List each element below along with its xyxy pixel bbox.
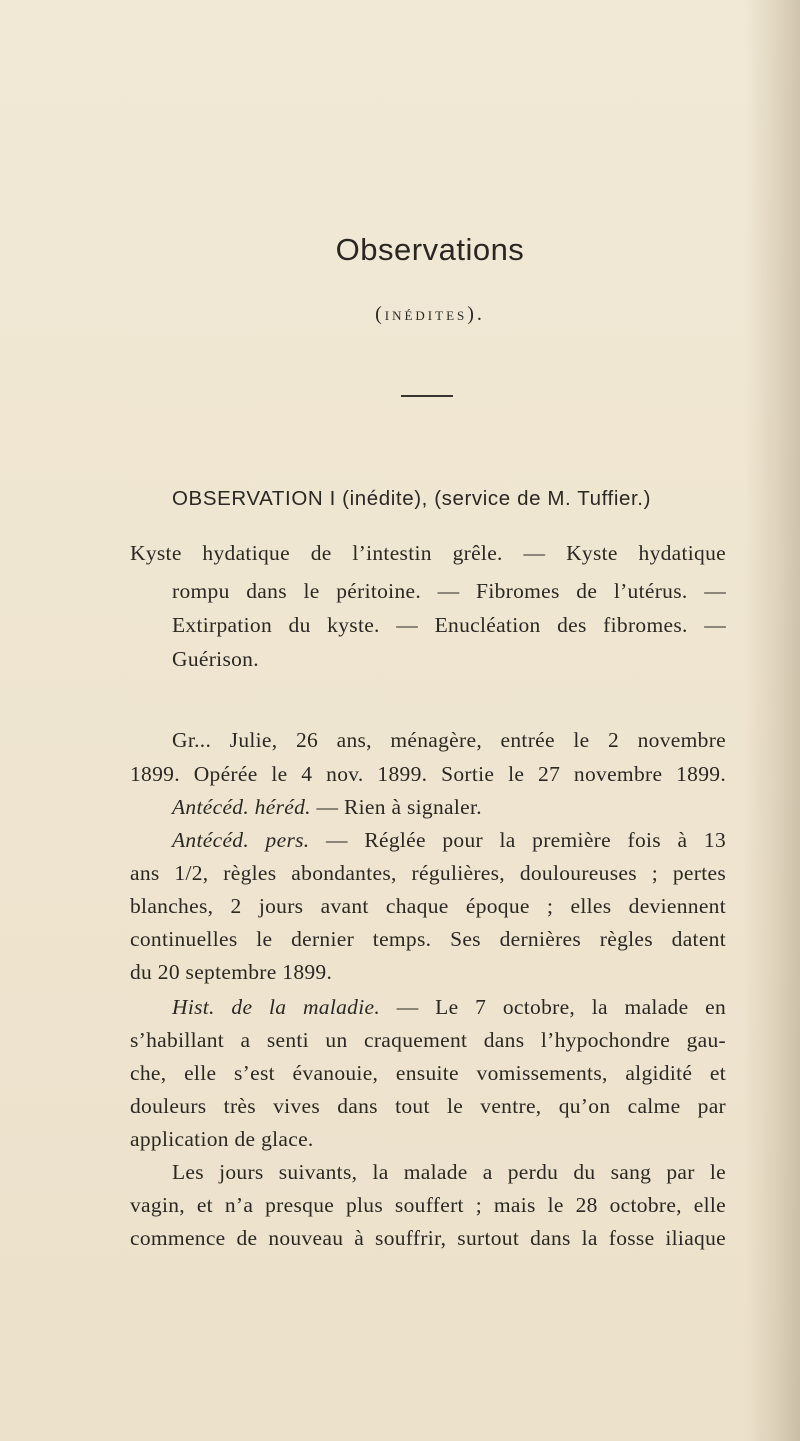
body-line-1: Gr... Julie, 26 ans, ménagère, entrée le 2 novembre	[172, 728, 726, 752]
summary-line-3: Extirpation du kyste. — Enucléation des fibromes. —	[172, 613, 726, 637]
body-line-11: che, elle s’est évanouie, ensuite vomissements, algidité et	[130, 1061, 726, 1085]
body-line-4-rest: — Réglée pour la première fois à 13	[309, 828, 726, 852]
body-line-14: Les jours suivants, la malade a perdu du sang par le	[172, 1160, 726, 1184]
body-line-3-italic: Antécéd. héréd.	[172, 795, 311, 819]
page-subtitle	[0, 303, 800, 326]
section-divider	[401, 395, 453, 397]
observation-heading: OBSERVATION I (inédite), (service de M. Tuffier.)	[172, 487, 652, 510]
summary-line-1: Kyste hydatique de l’intestin grêle. — Kyste hydatique	[130, 541, 726, 565]
body-line-9-italic: Hist. de la maladie.	[172, 995, 381, 1019]
body-line-2: 1899. Opérée le 4 nov. 1899. Sortie le 27 novembre 1899.	[130, 762, 726, 786]
body-line-5: ans 1/2, règles abondantes, régulières, douloureuses ; pertes	[130, 861, 726, 885]
body-line-9-rest: — Le 7 octobre, la malade en	[380, 995, 727, 1019]
summary-line-4: Guérison.	[172, 647, 259, 671]
subtitle-word: inédites	[384, 304, 468, 324]
body-line-3-rest: — Rien à signaler.	[310, 795, 482, 819]
body-line-9	[172, 995, 726, 1020]
body-line-12: douleurs très vives dans tout le ventre, qu’on calme par	[130, 1094, 726, 1118]
subtitle-close: ).	[467, 303, 485, 325]
body-line-4-italic: Antécéd. pers.	[172, 828, 310, 852]
body-line-15: vagin, et n’a presque plus souffert ; mais le 28 octobre, elle	[130, 1193, 726, 1217]
subtitle-open: (	[375, 303, 385, 325]
body-line-13: application de glace.	[130, 1127, 314, 1151]
body-line-10: s’habillant a senti un craquement dans l’hypochondre gau-	[130, 1028, 726, 1052]
page-title: Observations	[335, 232, 525, 267]
body-line-7: continuelles le dernier temps. Ses dernières règles datent	[130, 927, 726, 951]
body-line-4	[172, 828, 726, 853]
body-line-3	[172, 795, 482, 820]
summary-line-2: rompu dans le péritoine. — Fibromes de l’utérus. —	[172, 579, 726, 603]
body-line-8: du 20 septembre 1899.	[130, 960, 333, 984]
body-line-6: blanches, 2 jours avant chaque époque ; elles deviennent	[130, 894, 726, 918]
body-line-16: commence de nouveau à souffrir, surtout dans la fosse iliaque	[130, 1226, 726, 1250]
